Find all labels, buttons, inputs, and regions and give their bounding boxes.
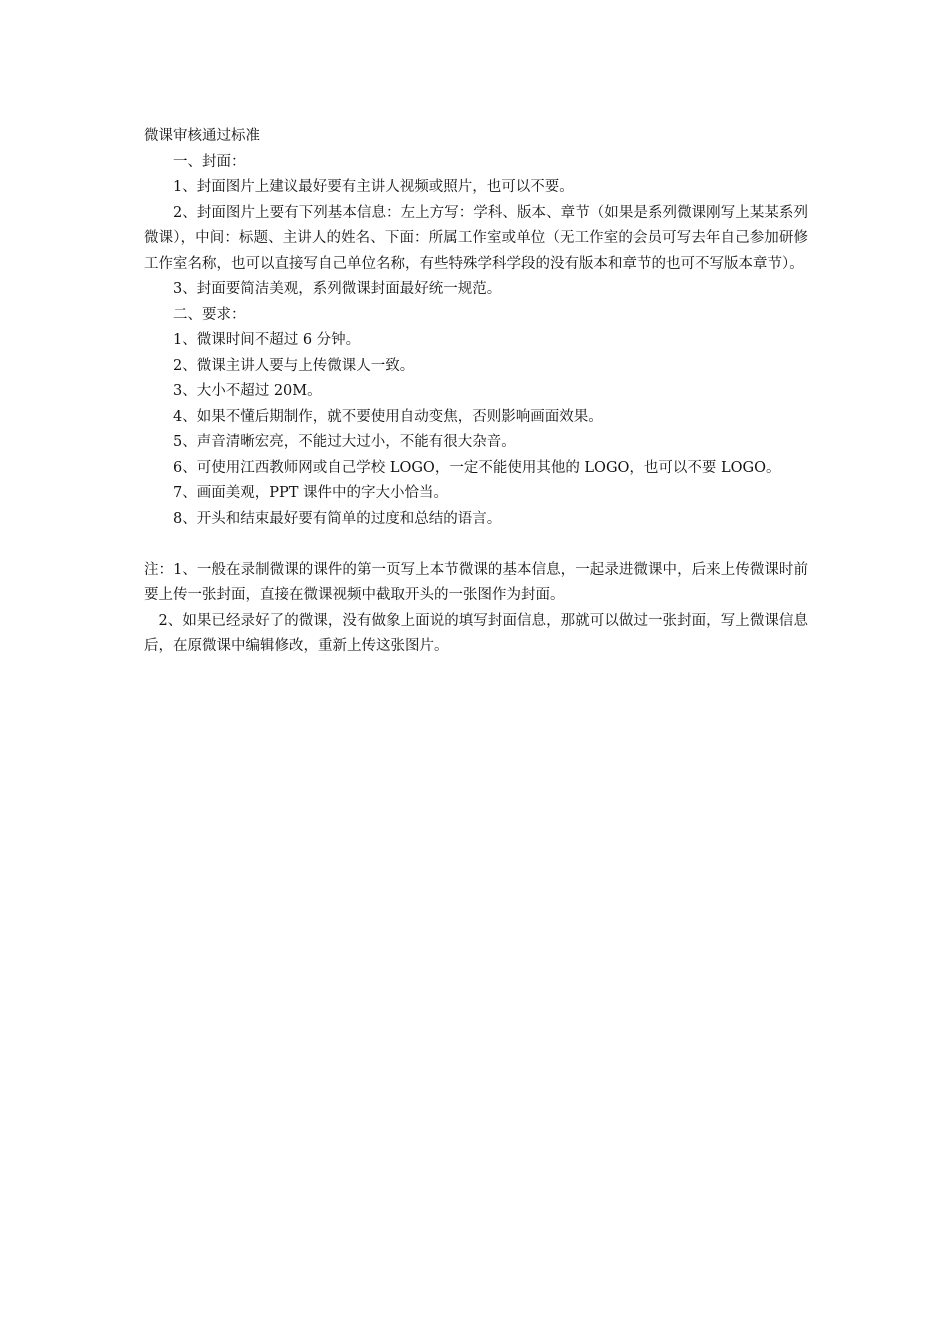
cover-item-2: 2、封面图片上要有下列基本信息：左上方写：学科、版本、章节（如果是系列微课刚写上某某系列微课），中间：标题、主讲人的姓名、下面：所属工作室或单位（无工作室的会员可写去年自己参加研修工作室名称，也可以直接写自己单位名称，有些特殊学科学段的没有版本和章节的也可不写版本章节）。 bbox=[144, 204, 808, 272]
requirement-item-1: 1、微课时间不超过 6 分钟。 bbox=[173, 332, 361, 348]
requirement-item-5: 5、声音清晰宏亮，不能过大过小，不能有很大杂音。 bbox=[173, 434, 516, 450]
requirement-item-6: 6、可使用江西教师网或自己学校 LOGO，一定不能使用其他的 LOGO，也可以不要 LOGO。 bbox=[173, 459, 781, 476]
document-title: 微课审核通过标准 bbox=[144, 128, 260, 144]
cover-item-3: 3、封面要简洁美观，系列微课封面最好统一规范。 bbox=[173, 281, 502, 297]
note-1: 注：1、一般在录制微课的课件的第一页写上本节微课的基本信息，一起录进微课中，后来上传微课时前要上传一张封面，直接在微课视频中截取开头的一张图作为封面。 bbox=[144, 561, 808, 603]
cover-item-1: 1、封面图片上建议最好要有主讲人视频或照片，也可以不要。 bbox=[173, 179, 574, 195]
blank-line bbox=[144, 532, 808, 558]
section-heading-cover: 一、封面： bbox=[173, 153, 246, 170]
requirement-item-2: 2、微课主讲人要与上传微课人一致。 bbox=[173, 357, 415, 374]
requirement-item-3: 3、大小不超过 20M。 bbox=[173, 383, 322, 399]
document-body bbox=[144, 124, 808, 660]
requirement-item-7: 7、画面美观，PPT 课件中的字大小恰当。 bbox=[173, 485, 449, 501]
requirement-item-4: 4、如果不懂后期制作，就不要使用自动变焦，否则影响画面效果。 bbox=[173, 408, 603, 425]
note-2: 2、如果已经录好了的微课，没有做象上面说的填写封面信息，那就可以做过一张封面，写上微课信息后，在原微课中编辑修改，重新上传这张图片。 bbox=[144, 612, 808, 654]
requirement-item-8: 8、开头和结束最好要有简单的过度和总结的语言。 bbox=[173, 510, 502, 527]
section-heading-requirements: 二、要求： bbox=[173, 306, 246, 323]
